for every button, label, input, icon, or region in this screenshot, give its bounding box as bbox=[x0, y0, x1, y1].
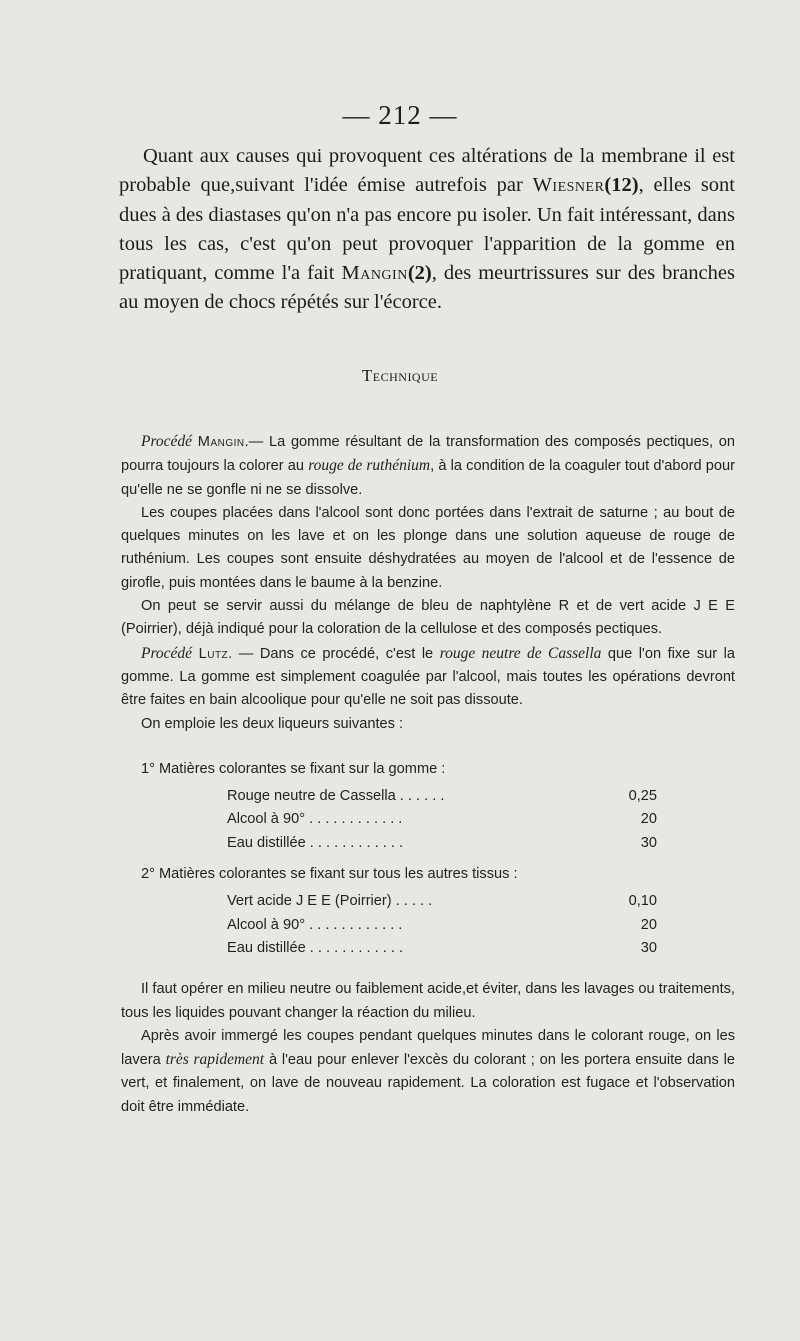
closing-paragraph: Il faut opérer en milieu neutre ou faiblement acide,et éviter, dans les lavages ou traitements, tous les liquides pouvant changer la réaction du milieu. bbox=[121, 981, 735, 1021]
ingredient-quantity: 20 bbox=[640, 811, 657, 828]
procede-label: Procédé bbox=[141, 433, 193, 450]
ingredient-quantity: 0,10 bbox=[628, 893, 657, 910]
author-mangin-procede: Mangin bbox=[197, 434, 245, 450]
ingredient-name: Eau distillée . . . . . . . . . . . . bbox=[227, 834, 404, 851]
recipe-title: 1° Matières colorantes se fixant sur la gomme : bbox=[141, 760, 446, 777]
closing-text: à l'eau pour enlever l'excès du colorant ; on les portera ensuite dans le vert, et finalement, on lave de nouveau rapidement. La coloration est fugace et l'observation doit être immédiate. bbox=[121, 1052, 735, 1115]
reference-2: (2) bbox=[407, 262, 432, 285]
author-mangin: Mangin bbox=[341, 262, 408, 285]
reference-12: (12) bbox=[604, 174, 639, 197]
closing-paragraph bbox=[121, 1025, 735, 1119]
recipe-row bbox=[121, 808, 735, 831]
technique-text: que l'on fixe sur la gomme. La gomme est simplement coagulée par l'alcool, mais toutes les opérations devront être faites en bain alcoolique pour qu'elle ne soit pas dissoute. bbox=[121, 645, 735, 709]
recipe-row bbox=[121, 890, 735, 913]
technique-text: .— La gomme résultant de la transformation des composés pectiques, on pourra toujours la colorer au bbox=[121, 434, 735, 475]
procede-label: Procédé bbox=[141, 644, 193, 662]
ingredient-name: Rouge neutre de Cassella . . . . . . bbox=[227, 788, 445, 805]
reagent-name: rouge neutre de Cassella bbox=[439, 644, 602, 662]
recipe-title: 2° Matières colorantes se fixant sur tous les autres tissus : bbox=[141, 866, 518, 883]
emphasis-text: très rapidement bbox=[165, 1051, 265, 1069]
technique-paragraph: Les coupes placées dans l'alcool sont donc portées dans l'extrait de saturne ; au bout de quelques minutes on les lave et on les plonge dans une solution aqueuse de rouge de ruthénium. Les coupes sont ensuite déshydratées au moyen de l'alcool et de l'essence de girofle, puis montées dans le baume à la benzine. bbox=[121, 504, 735, 591]
technique-text: , à la condition de la coaguler tout d'abord pour qu'elle ne se gonfle ni ne se dissolve. bbox=[121, 458, 736, 498]
recipe-row bbox=[121, 785, 735, 808]
technique-paragraph: On peut se servir aussi du mélange de bleu de naphtylène R et de vert acide J E E (Poirrier), déjà indiqué pour la coloration de la cellulose et des composés pectiques. bbox=[121, 598, 735, 638]
recipe-list bbox=[121, 890, 735, 960]
ingredient-name: Alcool à 90° . . . . . . . . . . . . bbox=[227, 811, 403, 828]
technique-paragraph-mangin bbox=[121, 430, 735, 502]
recipe-list bbox=[121, 785, 735, 855]
ingredient-name: Alcool à 90° . . . . . . . . . . . . bbox=[227, 916, 403, 933]
recipe-row bbox=[121, 832, 735, 855]
ingredient-quantity: 20 bbox=[640, 916, 657, 933]
technique-body bbox=[121, 430, 735, 1119]
intro-text-3: , des meurtrissures sur des branches au moyen de chocs répétés sur l'écorce. bbox=[119, 262, 735, 314]
reagent-name: rouge de ruthénium bbox=[308, 457, 431, 475]
closing-text: Après avoir immergé les coupes pendant quelques minutes dans le colorant rouge, on les lavera bbox=[121, 1027, 735, 1069]
author-wiesner: Wiesner bbox=[532, 174, 605, 197]
recipe-row bbox=[121, 937, 735, 960]
ingredient-name: Eau distillée . . . . . . . . . . . . bbox=[227, 939, 404, 956]
technique-text: . — Dans ce procédé, c'est le bbox=[228, 645, 440, 662]
section-heading bbox=[0, 366, 800, 386]
technique-paragraph-lutz bbox=[121, 642, 735, 713]
ingredient-name: Vert acide J E E (Poirrier) . . . . . bbox=[227, 893, 433, 910]
ingredient-quantity: 30 bbox=[640, 834, 657, 851]
intro-text bbox=[119, 142, 735, 318]
section-heading-text: Technique bbox=[361, 366, 439, 385]
technique-paragraph: On emploie les deux liqueurs suivantes : bbox=[141, 715, 404, 732]
intro-text-1: Quant aux causes qui provoquent ces altérations de la membrane il est probable que,suivant l'idée émise autrefois par bbox=[119, 145, 735, 197]
recipe-row bbox=[121, 914, 735, 937]
intro-paragraph bbox=[119, 142, 735, 318]
page-number: — 212 — bbox=[342, 100, 458, 130]
author-lutz: Lutz bbox=[198, 645, 229, 662]
ingredient-quantity: 0,25 bbox=[628, 788, 657, 805]
ingredient-quantity: 30 bbox=[640, 939, 657, 956]
intro-text-2: , elles sont dues à des diastases qu'on n'a pas encore pu isoler. Un fait intéressant, dans tous les cas, c'est qu'on peut provoquer l'apparition de la gomme en pratiquant, comme l'a fait bbox=[119, 174, 735, 285]
